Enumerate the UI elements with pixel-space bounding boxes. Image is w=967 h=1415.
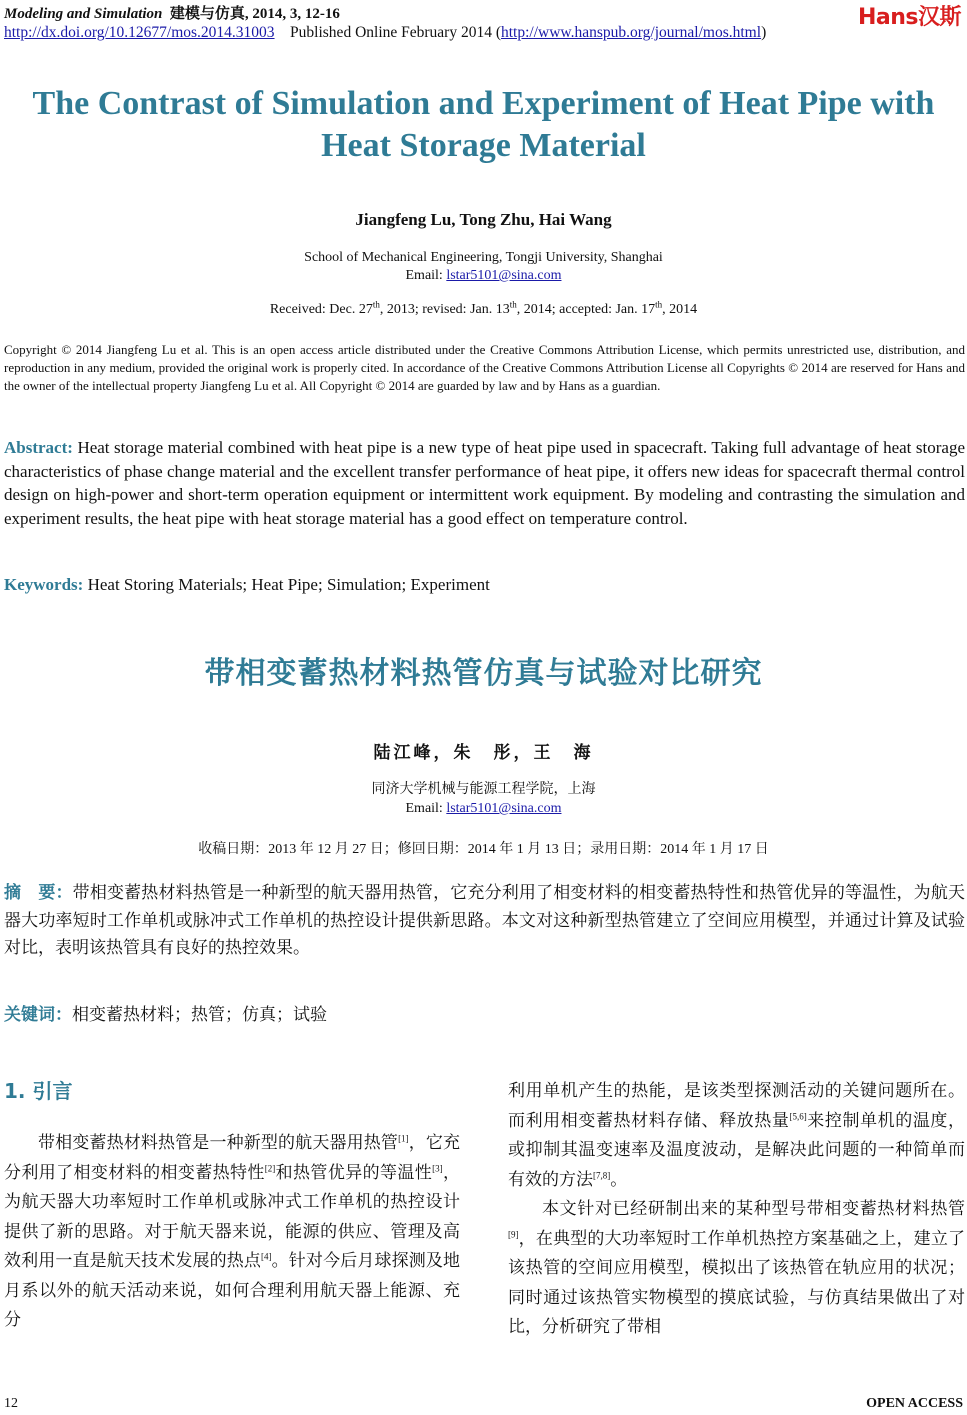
keywords-text-cn: 相变蓄热材料；热管；仿真；试验 — [72, 1005, 327, 1024]
keywords-cn — [4, 1000, 965, 1025]
citation[interactable]: [9] — [508, 1228, 519, 1239]
dates-cn: 收稿日期：2013 年 12 月 27 日；修回日期：2014 年 1 月 13 日；录用日期：2014 年 1 月 17 日 — [198, 842, 769, 857]
body-text: ，在典型的大功率短时工作单机热控方案基础之上，建立了该热管的空间应用模型，模拟出了该热管在轨应用的状况；同时通过该热管实物模型的摸底试验，与仿真结果做出了对比，分析研究了带相 — [508, 1228, 965, 1336]
citation[interactable]: [3] — [432, 1162, 443, 1173]
journal-header — [4, 2, 340, 23]
body-text: 来控制单机的温度，或抑制其温变速率及温度波动，是解决此问题的一种简单而有效的方法 — [508, 1110, 966, 1189]
accepted-date: , 2014; accepted: Jan. 17 — [516, 302, 656, 317]
citation[interactable]: [1] — [398, 1133, 409, 1144]
abstract-en — [4, 436, 965, 530]
body-text: 和热管优异的等温性 — [275, 1162, 433, 1182]
abstract-label-cn: 摘 要： — [4, 883, 73, 902]
journal-name-cn: 建模与仿真, 2014, 3, 12-16 — [169, 6, 340, 22]
journal-link[interactable]: http://www.hanspub.org/journal/mos.html — [501, 24, 762, 41]
intro-right-column — [508, 1076, 965, 1342]
affiliation-en: School of Mechanical Engineering, Tongji University, Shanghai — [304, 250, 663, 265]
body-text: 。 — [610, 1169, 628, 1189]
paper-title-cn: 带相变蓄热材料热管仿真与试验对比研究 — [204, 656, 763, 691]
body-text: ，为航天器大功率短时工作单机或脉冲式工作单机的热控设计提供了新的思路。对于航天器来说，能源的供应、管理及高效利用一直是航天技术发展的热点 — [4, 1162, 461, 1270]
publisher-logo[interactable]: Hans汉斯 — [857, 5, 961, 30]
accepted-sup: th — [655, 299, 663, 310]
intro-right-paragraph-1 — [508, 1076, 965, 1194]
email-label: Email: — [405, 268, 447, 283]
email-line-en — [0, 267, 967, 285]
keywords-en — [4, 575, 965, 595]
citation[interactable]: [2] — [264, 1162, 276, 1173]
abstract-text-en: Heat storage material combined with heat pipe is a new type of heat pipe used in spacecraft. Taking full advantage of heat storage characteristics of phase change material and the excellent transfer performance of heat pipe, it offers new ideas for spacecraft thermal control design on high-power and short-term operation equipment or intermittent work equipment. By modeling and contrasting the simulation and experiment results, the heat pipe with heat storage material has a good effect on temperature control. — [4, 438, 965, 528]
affiliation-cn: 同济大学机械与能源工程学院，上海 — [371, 782, 596, 797]
intro-left-column — [4, 1128, 460, 1335]
body-text: 。针对今后月球探测及地月系以外的航天活动来说，如何合理利用航天器上能源、充分 — [4, 1251, 461, 1329]
dates-en — [0, 299, 967, 318]
abstract-text-cn: 带相变蓄热材料热管是一种新型的航天器用热管，它充分利用了相变材料的相变蓄热特性和热管优异的等温性，为航天器大功率短时工作单机或脉冲式工作单机的热控设计提供新思路。本文对这种新型热管建立了空间应用模型，并通过计算及试验对比，表明该热管具有良好的热控效果。 — [4, 883, 965, 957]
revised-date: , 2013; revised: Jan. 13 — [379, 302, 510, 317]
keywords-label-cn: 关键词： — [4, 1005, 72, 1024]
email-link-cn[interactable]: lstar5101@sina.com — [446, 801, 562, 816]
journal-name-en: Modeling and Simulation — [4, 6, 163, 22]
doi-link[interactable]: http://dx.doi.org/10.12677/mos.2014.31003 — [4, 24, 275, 41]
received-sup: th — [372, 299, 380, 310]
keywords-text-en: Heat Storing Materials; Heat Pipe; Simulation; Experiment — [83, 575, 490, 594]
dates-end: , 2014 — [662, 302, 698, 317]
published-close: ) — [761, 24, 767, 41]
email-link-en[interactable]: lstar5101@sina.com — [446, 268, 562, 283]
page-number: 12 — [4, 1396, 18, 1411]
copyright-notice: Copyright © 2014 Jiangfeng Lu et al. This is an open access article distributed under the Creative Commons Attribution License, which permits unrestricted use, distribution, and reproduction in any medium, provided the original work is properly cited. In accordance of the Creative Commons Attribution License all Copyrights © 2014 are reserved for Hans and the owner of the intellectual property Jiangfeng Lu et al. All Copyright © 2014 are guarded by law and by Hans as a guardian. — [4, 342, 965, 394]
open-access-label: OPEN ACCESS — [866, 1396, 963, 1411]
keywords-label-en: Keywords: — [4, 575, 84, 594]
citation[interactable]: [7,8] — [593, 1169, 611, 1180]
header-links — [4, 24, 766, 42]
revised-sup: th — [509, 299, 517, 310]
paper-title-en: The Contrast of Simulation and Experiment of Heat Pipe with Heat Storage Material — [32, 85, 935, 164]
abstract-label-en: Abstract: — [4, 438, 73, 457]
citation[interactable]: [5,6] — [789, 1110, 807, 1121]
citation[interactable]: [4] — [261, 1251, 272, 1262]
received-date: Received: Dec. 27 — [269, 302, 373, 317]
authors-en: Jiangfeng Lu, Tong Zhu, Hai Wang — [355, 210, 612, 229]
section-heading-intro: 1. 引言 — [4, 1079, 73, 1103]
body-text: ，它充分利用了相变材料的相变蓄热特性 — [4, 1133, 460, 1182]
body-text: 带相变蓄热材料热管是一种新型的航天器用热管 — [38, 1133, 399, 1152]
affiliation-en-block — [0, 249, 967, 285]
published-text: Published Online February 2014 ( — [290, 24, 501, 41]
affiliation-cn-block — [0, 780, 967, 818]
authors-cn: 陆江峰，朱 彤，王 海 — [373, 743, 594, 763]
email-label-cn: Email: — [405, 801, 447, 816]
body-text: 利用单机产生的热能，是该类型探测活动的关键问题所在。而利用相变蓄热材料存储、释放热量 — [508, 1081, 965, 1130]
abstract-cn — [4, 879, 965, 962]
intro-right-paragraph-2 — [508, 1194, 965, 1342]
body-text: 本文针对已经研制出来的某种型号带相变蓄热材料热管 — [542, 1199, 965, 1218]
email-line-cn — [0, 799, 967, 818]
